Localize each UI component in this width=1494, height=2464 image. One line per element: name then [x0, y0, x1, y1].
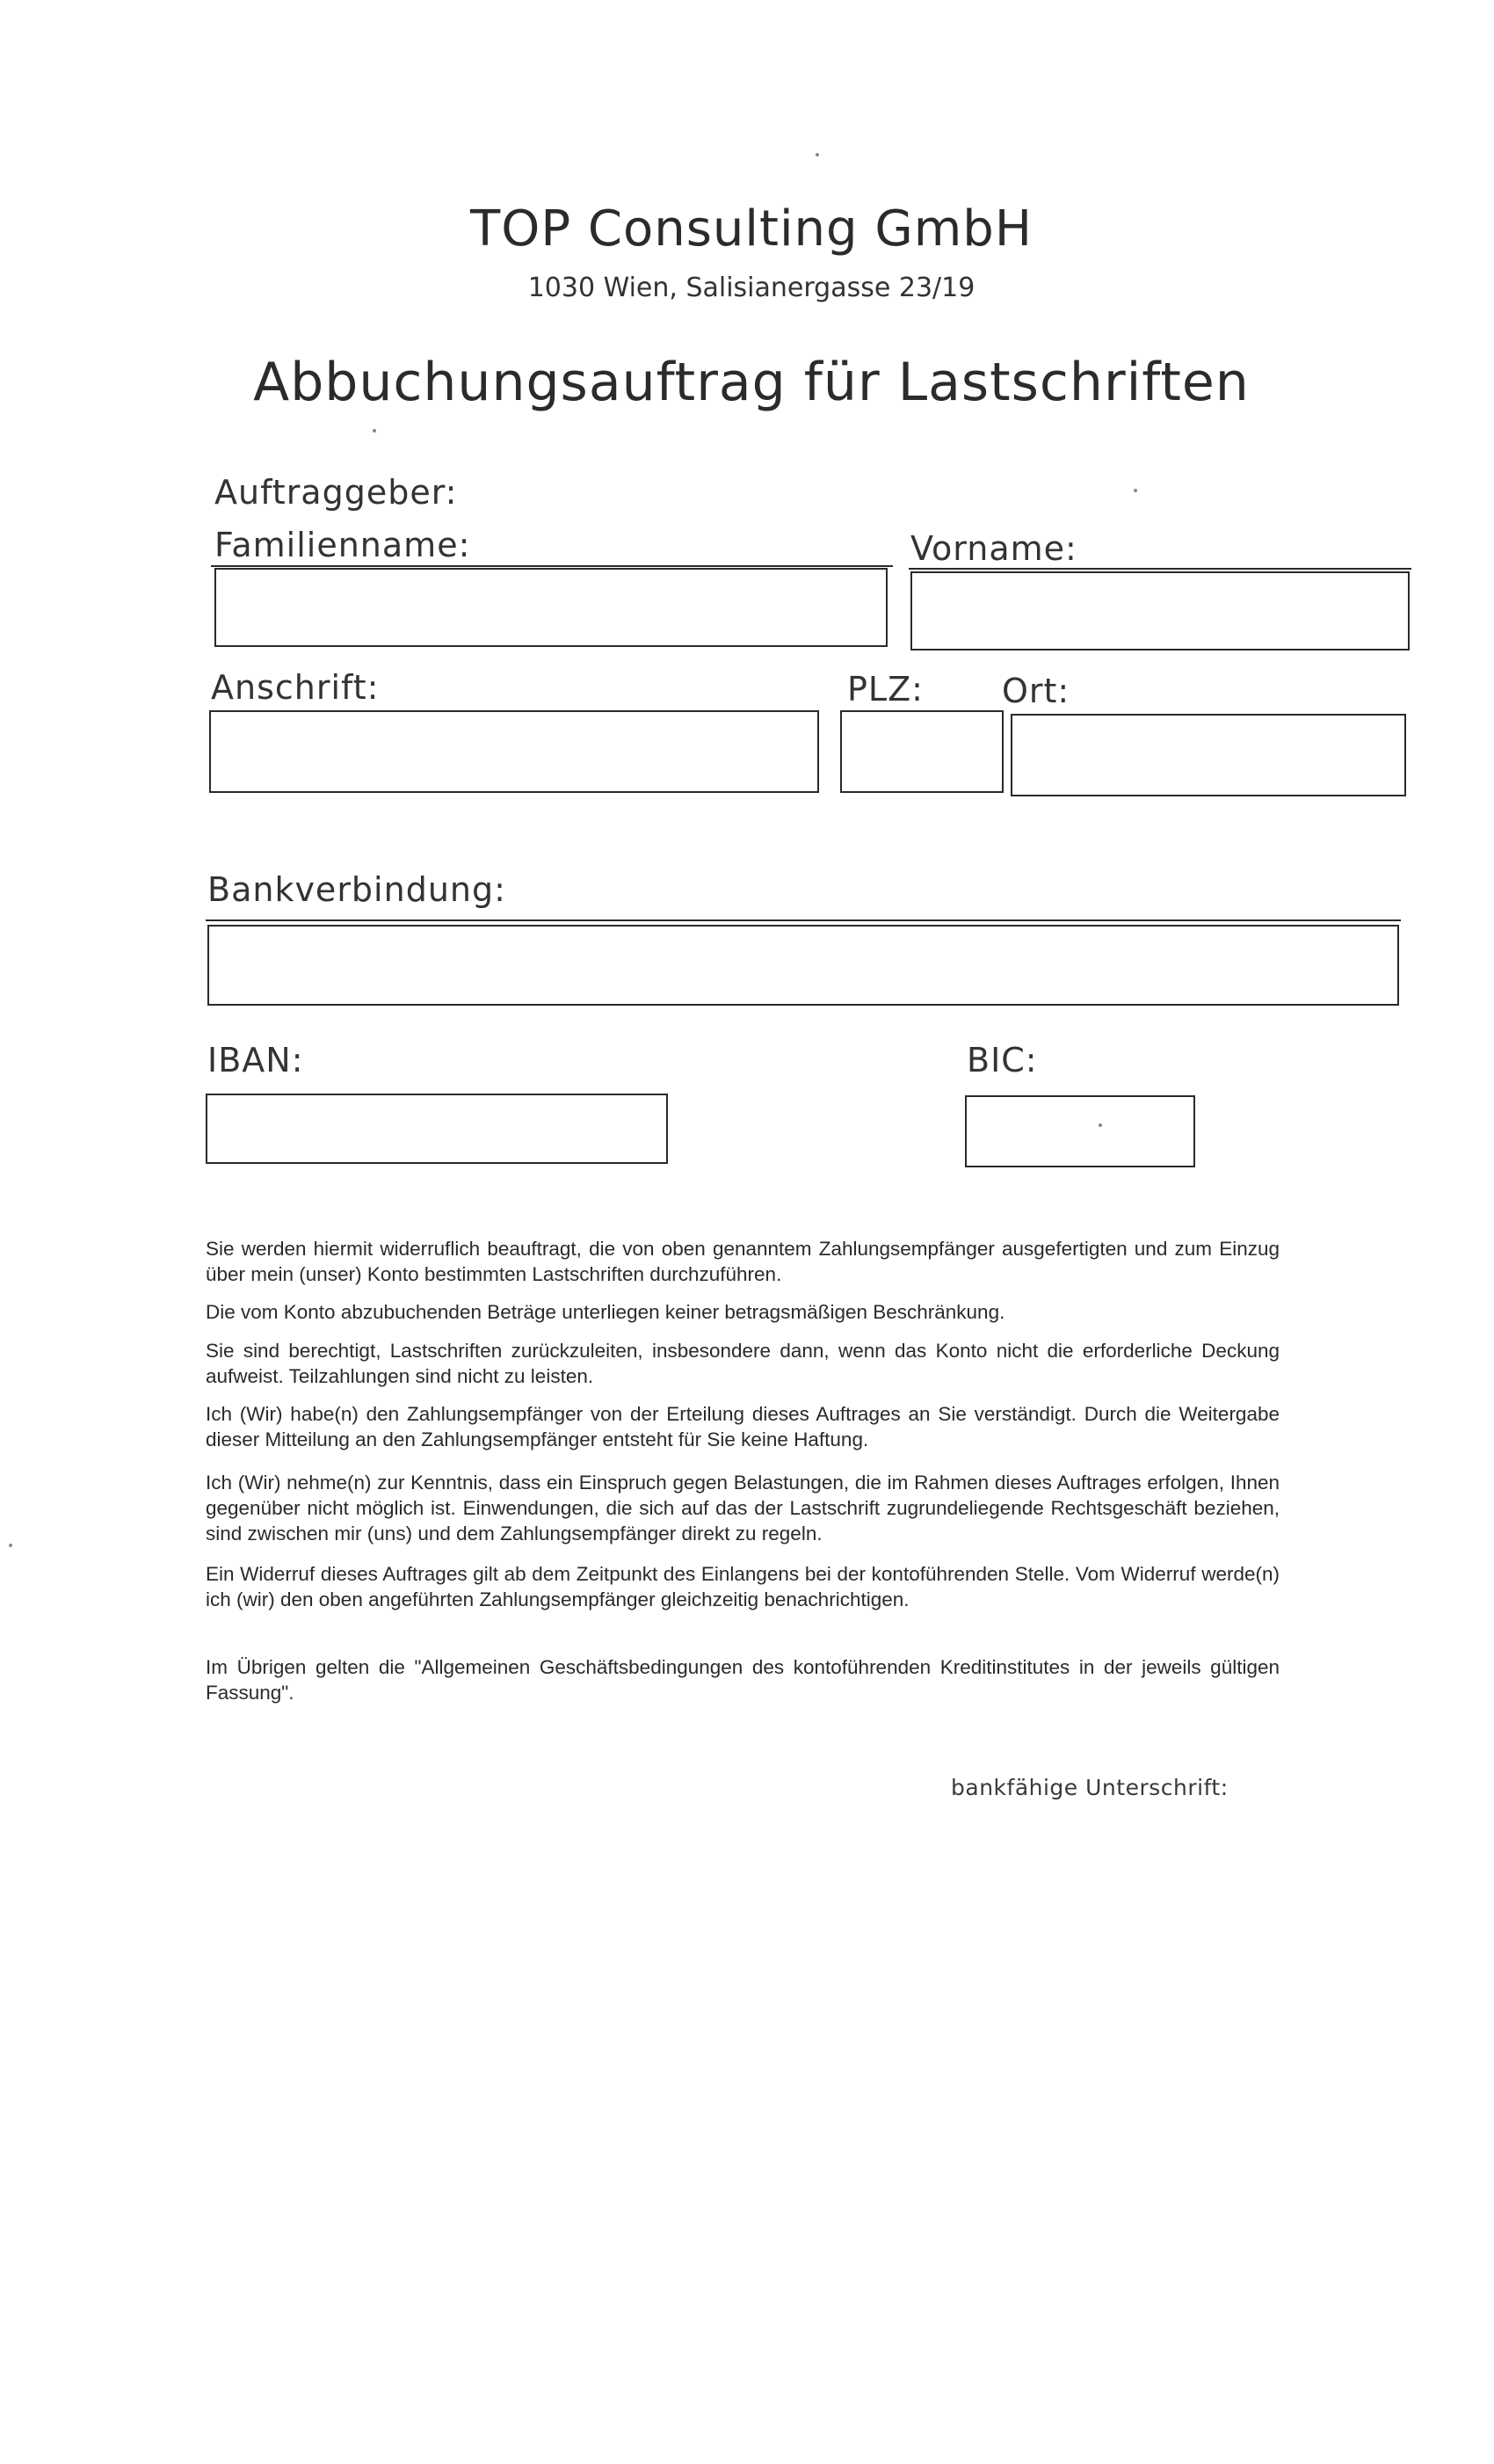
terms-paragraph-4: Ich (Wir) habe(n) den Zahlungsempfänger von der Erteilung dieses Auftrages an Sie verständigt. Durch die Weitergabe dieser Mitteilung an den Zahlungsempfänger entsteht für Sie keine Haftung. — [206, 1403, 1280, 1450]
anschrift-field[interactable] — [209, 710, 819, 793]
plz-label: PLZ: — [847, 670, 924, 709]
document-title: Abbuchungsauftrag für Lastschriften — [253, 352, 1250, 413]
terms-paragraph-7: Im Übrigen gelten die "Allgemeinen Geschäftsbedingungen des kontoführenden Kreditinstitutes in der jeweils gültigen Fassung". — [206, 1656, 1280, 1704]
vorname-field[interactable] — [910, 571, 1410, 651]
signature-label: bankfähige Unterschrift: — [951, 1775, 1229, 1800]
familienname-rule — [211, 565, 893, 567]
terms-paragraph-6: Ein Widerruf dieses Auftrages gilt ab dem Zeitpunkt des Einlangens bei der kontoführenden Stelle. Vom Widerruf werde(n) ich (wir) den oben angeführten Zahlungsempfänger gleichzeitig benachrichtigen. — [206, 1563, 1280, 1610]
scan-speck — [816, 153, 819, 156]
scan-speck — [9, 1544, 12, 1547]
terms-paragraph-3: Sie sind berechtigt, Lastschriften zurückzuleiten, insbesondere dann, wenn das Konto nicht die erforderliche Deckung aufweist. Teilzahlungen sind nicht zu leisten. — [206, 1340, 1280, 1387]
terms-paragraph-2: Die vom Konto abzubuchenden Beträge unterliegen keiner betragsmäßigen Beschränkung. — [206, 1301, 1005, 1323]
scan-speck — [1099, 1123, 1102, 1127]
scan-speck — [373, 429, 376, 432]
bankverbindung-field[interactable] — [207, 925, 1399, 1006]
familienname-label: Familienname: — [214, 526, 471, 564]
company-address: 1030 Wien, Salisianergasse 23/19 — [527, 273, 975, 303]
company-name: TOP Consulting GmbH — [470, 200, 1033, 258]
scan-speck — [1134, 489, 1137, 492]
iban-field[interactable] — [206, 1094, 668, 1164]
anschrift-label: Anschrift: — [211, 668, 380, 707]
plz-field[interactable] — [840, 710, 1004, 793]
terms-paragraph-1: Sie werden hiermit widerruflich beauftragt, die von oben genanntem Zahlungsempfänger ausgefertigten und zum Einzug über mein (unser) Konto bestimmten Lastschriften durchzuführen. — [206, 1238, 1280, 1285]
bic-field[interactable] — [965, 1095, 1195, 1167]
bankverbindung-label: Bankverbindung: — [207, 870, 506, 909]
bic-label: BIC: — [967, 1041, 1038, 1079]
bankverbindung-rule — [206, 919, 1401, 921]
ort-field[interactable] — [1011, 714, 1406, 796]
vorname-rule — [909, 568, 1411, 570]
terms-paragraph-5: Ich (Wir) nehme(n) zur Kenntnis, dass ein Einspruch gegen Belastungen, die im Rahmen dieses Auftrages erfolgen, Ihnen gegenüber nicht möglich ist. Einwendungen, die sich auf das der Lastschrift zugrundeliegende Rechtsgeschäft beziehen, sind zwischen mir (uns) und dem Zahlungsempfänger direkt zu regeln. — [206, 1472, 1280, 1545]
ort-label: Ort: — [1002, 672, 1070, 710]
vorname-label: Vorname: — [910, 529, 1077, 568]
iban-label: IBAN: — [207, 1041, 304, 1079]
auftraggeber-label: Auftraggeber: — [214, 473, 458, 512]
familienname-field[interactable] — [214, 568, 888, 647]
